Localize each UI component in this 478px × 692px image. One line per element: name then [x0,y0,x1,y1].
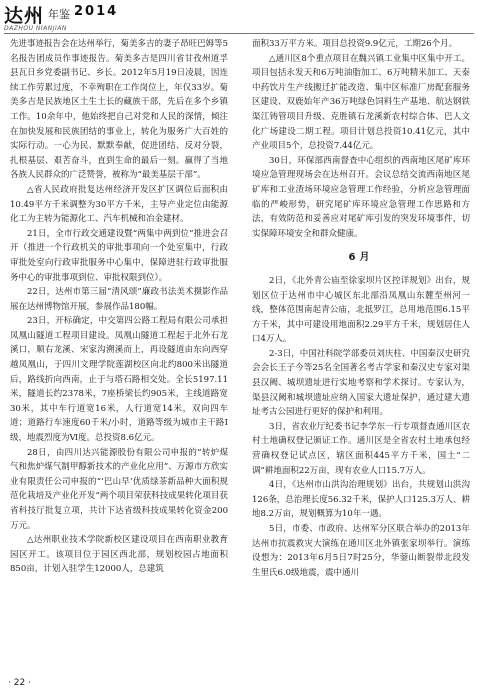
paragraph: 2日，《北外青公庙至徐家坝片区控详规划》出台，规划区位于达州市中心城区东北部沿凤凰山东麓至州河一线，整体范围南起青公庙，北抵罗江，总用地范围6.15平方千米，其中可建设用地面积2.29平方千米，规划居住人口4万人。 [252,275,470,345]
paragraph: 3日，省农业厅纪委书记李学东一行专项督查通川区农村土地确权登记颁证工作。通川区是全省农村土地承包经营确权登记试点区，辖区面积445平方千米，国土“二调”耕地面积22万亩，现有农业人口15.7万人。 [252,421,470,476]
paragraph: △通川区8个重点项目在魏兴镇工业集中区集中开工。项目包括永发天和6万吨油脂加工、6万吨精米加工、天泰中药饮片生产线搬迁扩能改造、集中区标准厂房配套服务区建设、双鹿始年产36万吨绿色饲料生产基地、航达钢铁渠江铸管项目升级、克胜镇石龙溪新农村综合体、巴人文化广场建设二期工程。项目计划总投资10.41亿元，其中产业项目5个，总投资7.44亿元。 [252,53,470,152]
paragraph: △达州职业技术学院新校区建设项目在西南职业教育园区开工。该项目位于园区西北部，规划校园占地面积850亩，计划入驻学生12000人，总建筑 [10,535,228,575]
right-column [252,37,470,580]
paragraph: 22日，达州市第三届“清风颂”廉政书法美术摄影作品展在达州博物馆开展，参展作品180幅。 [10,287,228,312]
paragraph: 面积33万平方米。项目总投资9.9亿元，工期26个月。 [252,39,458,49]
paragraph: 23日，开标确定，中交第四公路工程局有限公司承担凤凰山隧道工程项目建设。凤凰山隧道工程起于北外石龙溪口，顺右龙溪、宋家沟溯溪而上，再设隧道由东向西穿越凤凰山，于四川文理学院莲湖校区向北约800米出隧道后，路线折向西南，止于与塔石路相交处。全长5197.11米，隧道长约2378米，7座桥梁长约905米，主线道路宽30米，其中车行道宽16米，人行道宽14米，双向四车道；道路行车速度60千米/小时，道路等级为城市主干路Ⅰ级，地震烈度为Ⅵ度。总投资8.6亿元。 [10,316,228,444]
yearbook-year: 2014 [74,4,119,19]
yearbook-brand: 达州 [4,5,45,27]
left-column [10,37,228,577]
page-header [0,0,478,36]
yearbook-label: 年鉴 [48,8,70,21]
paragraph: 30日，环保部西南督查中心组织的西南地区尾矿库环境应急管理现场会在达州召开。会议总结交流西南地区尾矿库和工业渣场环境应急管理工作经验，分析应急管理面临的严峻形势，研究尾矿库环境应急管理工作思路和方法，有效防范和妥善应对尾矿库引发的突发环境事件，切实保障环境安全和群众健康。 [252,155,470,239]
paragraph: 5日，市委、市政府、达州军分区联合举办的2013年达州市抗震救灾大演练在通川区北外镇张家坝举行。演练设想为：2013年6月5日7时25分，华蓥山断裂带北段发生里氏6.0级地震，震中通川 [252,524,470,578]
paragraph: 21日，全市行政交通建设暨“两集中两到位”推进会召开（推进一个行政机关的审批事项向一个处室集中，行政审批处室向行政审批服务中心集中，保障进驻行政审批服务中心的审批事项到位、审批权限到位）。 [10,228,228,283]
paragraph: 28日，由四川达兴能源股份有限公司申报的“转炉煤气和焦炉煤气制甲醇新技术的产业化应用”、万源市方欣实业有限责任公司申报的“‘巴山早’优质绿茶新品种大面积规范化栽培及产业化开发”两个项目荣获科技成果转化项目获省科技厅批复立项，共计下达省级科技成果转化资金200万元。 [10,447,228,531]
paragraph: 2-3日，中国社科院学部委员刘庆柱、中国秦汉史研究会会长王子今等25名全国著名考古学家和秦汉史专家对渠县汉阙、城坝遗址进行实地考察和学术探讨。专家认为，渠县汉阙和城坝遗址应纳入国家大遗址保护，通过建大遗址考古公园进行更好的保护和利用。 [252,348,470,418]
month-heading: 6月 [348,252,374,264]
paragraph: 4日，《达州市山洪沟治理规划》出台，共规划山洪沟126条，总治理长度56.32千米，保护人口125.3万人、耕地8.2万亩，规划概算为10年一遇。 [252,480,470,520]
paragraph: 先进事迹报告会在达州举行，菊美多吉的妻子昂旺巴姆等5名报告团成员作事迹报告。菊美多吉是四川省甘孜州道孚县瓦日乡党委副书记、乡长。2012年5月19日凌晨，因连续工作劳累过度，不幸殉职在工作岗位上，年仅33岁。菊美多吉是民族地区土生土长的藏族干部，先后在多个乡镇工作。10余年中，他始终把自己对党和人民的深情，倾注在加快发展和民族团结的事业上，转化为服务广大百姓的实际行动。一心为民、默默奉献，促进团结、反对分裂，扎根基层、艰苦奋斗，直到生命的最后一刻。赢得了当地各族人民群众的广泛赞誉，被称为“最美基层干部”。 [10,39,228,181]
header-rule [4,33,474,34]
paragraph: △省人民政府批复达州经济开发区扩区调位后面积由10.49平方千米调整为30平方千米，主导产业定位由能源化工为主转为能源化工、汽车机械和冶金建材。 [10,184,228,225]
page-number: · 22 · [8,678,31,688]
yearbook-subtitle: DAZHOU NIANJIAN [4,25,67,32]
